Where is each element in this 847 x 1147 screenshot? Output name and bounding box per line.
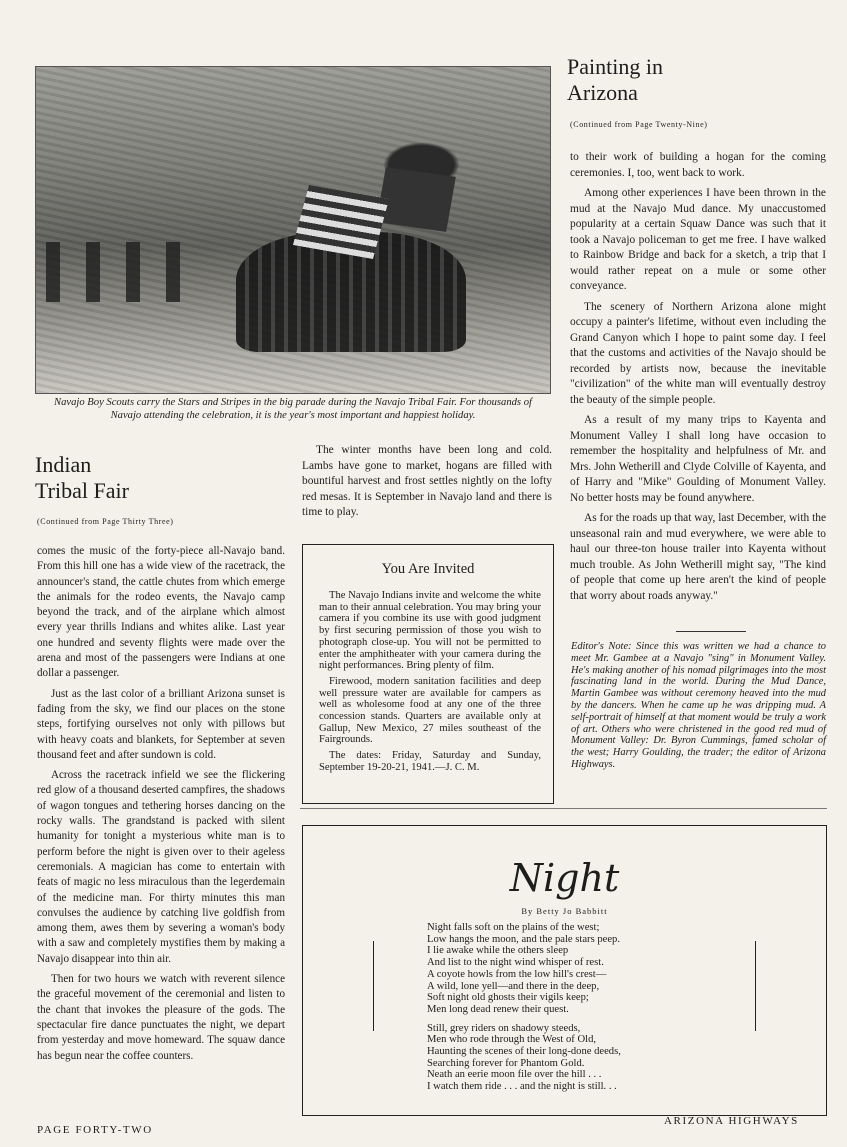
- painting-paragraph: As for the roads up that way, last December, with the unseasonal rain and mud everywhere, we were able to haul our three-ton house trailer into Kayenta without much trouble. As John Wetherill might say, "The kind of people that come up here aren't the kind of people that worry about roads anyway.": [570, 512, 826, 602]
- painting-body: [570, 150, 826, 609]
- fair-intro: [302, 443, 552, 526]
- poem-box: [302, 825, 827, 1116]
- poem-line: Searching forever for Phantom Gold.: [427, 1057, 585, 1069]
- poem-line: Neath an eerie moon file over the hill . . .: [427, 1069, 602, 1081]
- poem-line: A coyote howls from the low hill's crest—: [427, 968, 607, 980]
- divider: [676, 631, 746, 632]
- photo-caption: Navajo Boy Scouts carry the Stars and Stripes in the big parade during the Navajo Tribal Fair. For thousands of Navajo attending the celebration, it is the year's most important and happiest holiday.: [54, 397, 532, 421]
- fair-paragraph: Then for two hours we watch with reverent silence the graceful movement of the ceremonial and listen to the chant that invokes the pleasure of the gods. The spectacular fire dance punctuates the night, we depart from yesterday and move homeward. The squaw dance has begun near the coffee counters.: [37, 973, 285, 1062]
- poem-line: Night falls soft on the plains of the west;: [427, 922, 600, 933]
- poem-text: [427, 922, 621, 1093]
- left-decorative-bar: [373, 941, 374, 1031]
- poem-line: A wild, lone yell—and there in the deep,: [427, 980, 600, 992]
- poem-line: Soft night old ghosts their vigils keep;: [427, 992, 589, 1004]
- poem-line: And list to the night wind whisper of rest.: [427, 957, 604, 969]
- section-rule: [300, 808, 827, 809]
- invited-paragraph: Firewood, modern sanitation facilities and deep well pressure water are available for campers as well as wholesome food at any one of the three concession stands. Quarters are available only at Gallup, New Mexico, 27 miles southeast of the Fairgrounds.: [319, 675, 541, 746]
- painting-continued: (Continued from Page Twenty-Nine): [570, 120, 708, 129]
- parade-photo: [35, 66, 551, 394]
- painting-paragraph: Among other experiences I have been thrown in the mud at the Navajo Mud dance. My unaccustomed popularity at a certain Squaw Dance was such that it took a Navajo policeman to get me free. I have walked to Rainbow Bridge and back for a sketch, a trip that I would rather repeat on a mule or some other conveyance.: [570, 187, 826, 292]
- editor-note: Editor's Note: Since this was written we had a chance to meet Mr. Gambee at a Navajo "sing" in Monument Valley. He's making another of his nomad pilgrimages into the most fascinating land in the world. During the Mud Dance, Martin Gambee was without ceremony heaved into the mud by the dancers. When he came up he was dripping mud. A self-portrait of himself at that moment would be truly a work of art. Others who were christened in the good red mud of Monument Valley: Dr. Byron Cummings, famed scholar of the west; Harry Goulding, the trader; the editor of Arizona Highways.: [571, 641, 826, 770]
- painting-title: Painting in Arizona: [567, 54, 663, 105]
- invited-title: You Are Invited: [381, 561, 475, 577]
- fair-paragraph: comes the music of the forty-piece all-Navajo band. From this hill one has a wide view of the racetrack, the announcer's stand, the cattle chutes from which emerge the animals for the rodeo events, the Navajo camp beyond the track, and of the airplane which almost every year thrills Indians and whites alike. Last year one hundred and seventy flights were made over the arena and most of the passengers were Indians at one dollar a passenger.: [37, 545, 285, 680]
- invited-box: [302, 544, 554, 804]
- fair-paragraph: Across the racetrack infield we see the flickering red glow of a thousand deserted campfires, the shadows of wagon tongues and tethering horses dancing on the rocky walls. The grandstand is packed with silent humanity for tonight a mysterious white man is to perform before the night is given over to their ageless ceremonials. A magician has come to entertain with feats of magic no less miraculous than the legerdemain of the medicine man. For thirty minutes this man convulses the audience by catching live goldfish from among them, awes them by severing a woman's body with a saw and completely mystifies them by making a Navajo disappear into thin air.: [37, 769, 285, 965]
- painting-paragraph: The scenery of Northern Arizona alone might occupy a painter's lifetime, without even including the Grand Canyon which I hope to paint some day. I feel that the customs and activities of the Navajo should be recorded by artists now, because the inevitable "civilization" of the white man will eventually destroy the beauty of the simple people.: [570, 300, 826, 406]
- horse-riders-figure: [46, 242, 206, 302]
- fair-paragraph: Just as the last color of a brilliant Arizona sunset is fading from the sky, we find our places on the stone steps, fortifying ourselves not only with pillows but with heavy coats and blankets, for September at seven thousand feet and after sundown is cold.: [37, 687, 285, 761]
- poem-line: Men long dead renew their quest.: [427, 1003, 569, 1015]
- fair-body: [37, 544, 285, 1069]
- right-decorative-bar: [755, 941, 756, 1031]
- page-number: PAGE FORTY-TWO: [37, 1124, 153, 1136]
- invited-paragraph: The dates: Friday, Saturday and Sunday, September 19-20-21, 1941.—J. C. M.: [319, 750, 541, 773]
- poem-line: I watch them ride . . . and the night is still. . .: [427, 1081, 617, 1093]
- poem-line: I lie awake while the others sleep: [427, 945, 569, 957]
- painting-paragraph: to their work of building a hogan for the coming ceremonies. I, too, went back to work.: [570, 151, 826, 179]
- invited-paragraph: The Navajo Indians invite and welcome the white man to their annual celebration. You may bring your camera if you combine its use with good judgment by first securing permission of those you wish to photograph close-up. You will not be permitted to enter the amphitheater with your camera during the night performances. Bring plenty of film.: [319, 590, 541, 672]
- poem-title: Night: [509, 856, 620, 900]
- fair-intro-text: The winter months have been long and cold. Lambs have gone to market, hogans are filled with bountiful harvest and frost settles nightly on the lofty red mesas. It is September in Navajo land and there is time to play.: [302, 444, 552, 518]
- poem-byline: By Betty Jo Babbitt: [521, 906, 608, 916]
- poem-line: Haunting the scenes of their long-done deeds,: [427, 1046, 621, 1058]
- poem-line: Men who rode through the West of Old,: [427, 1034, 597, 1046]
- invited-body: [319, 590, 541, 778]
- poem-line: Still, grey riders on shadowy steeds,: [427, 1022, 581, 1034]
- fair-continued: (Continued from Page Thirty Three): [37, 517, 174, 526]
- fair-title: Indian Tribal Fair: [35, 452, 129, 503]
- painting-paragraph: As a result of my many trips to Kayenta and Monument Valley I shall long have occasion to remember the hospitality and helpfulness of Mr. and Mrs. John Wetherill and Clyde Colville of Kayenta, and of Harry and "Mike" Goulding of Monument Valley. No better hosts may be found anywhere.: [570, 414, 826, 504]
- poem-line: Low hangs the moon, and the pale stars peep.: [427, 933, 620, 945]
- magazine-name: ARIZONA HIGHWAYS: [664, 1115, 799, 1127]
